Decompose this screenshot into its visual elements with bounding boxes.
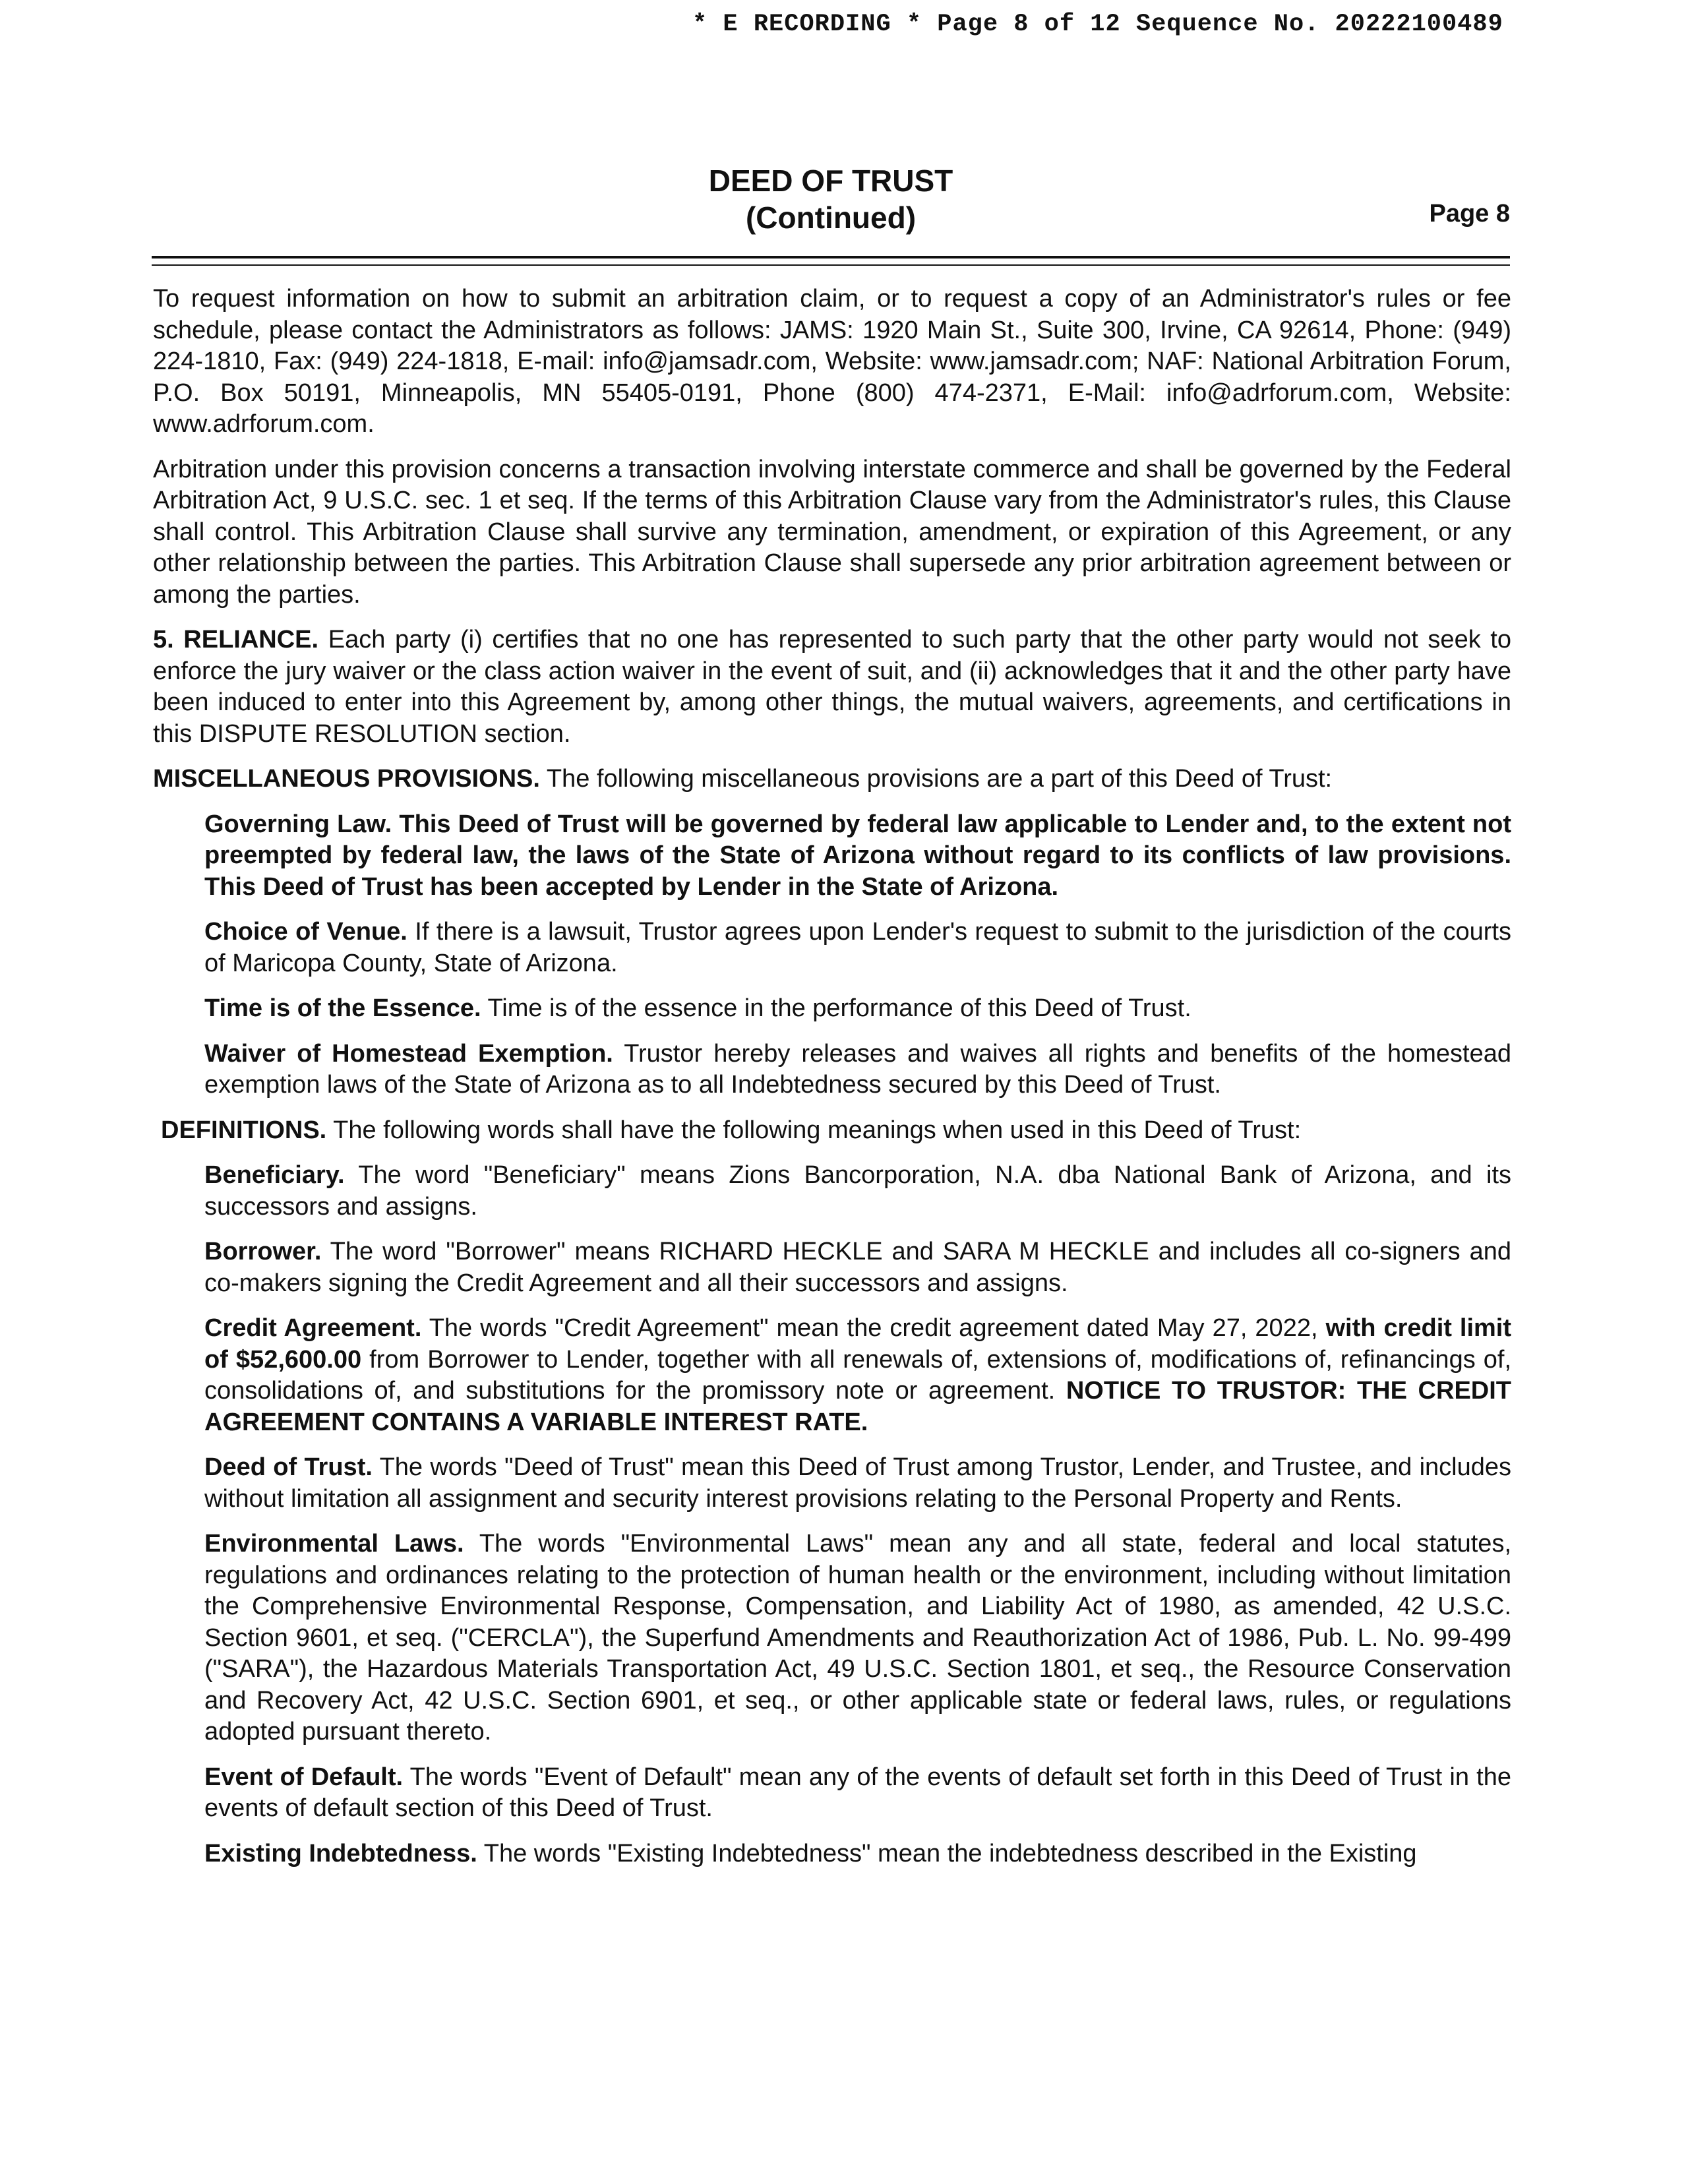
paragraph-arbitration-governance: Arbitration under this provision concerns a transaction involving interstate commerce and shall be governed by the Federal Arbitration Act, 9 U.S.C. sec. 1 et seq. If the terms of this Arbitration Clause vary from the Administrator's rules, this Clause shall control. This Arbitration Clause shall survive any termination, amendment, or expiration of this Agreement, or any other relationship between the parties. This Arbitration Clause shall supersede any prior arbitration agreement between or among the parties.: [153, 455, 1511, 609]
document-title: [646, 162, 1015, 236]
definition-text: The words "Event of Default" mean any of the events of default set forth in this Deed of Trust in the events of default section of this Deed of Trust.: [204, 1763, 1511, 1822]
provision-heading: Governing Law.: [204, 810, 392, 838]
definition-term: Existing Indebtedness.: [204, 1839, 477, 1867]
credit-limit: with credit limit of $52,600.00: [204, 1314, 1512, 1374]
provision-heading: Time is of the Essence.: [204, 994, 481, 1022]
section-definitions: [161, 1115, 1511, 1147]
title-line-2: (Continued): [745, 200, 917, 235]
provision-choice-of-venue: [204, 917, 1511, 979]
definition-text: The word "Beneficiary" means Zions Bancorporation, N.A. dba National Bank of Arizona, and its successors and assigns.: [204, 1161, 1512, 1221]
section-heading: DEFINITIONS.: [161, 1116, 327, 1144]
provision-homestead: [204, 1039, 1511, 1101]
section-text: The following miscellaneous provisions are a part of this Deed of Trust:: [546, 765, 1333, 793]
provision-text: This Deed of Trust will be governed by federal law applicable to Lender and, to the extent not preempted by federal law, the laws of the State of Arizona without regard to its conflicts of law provisions. This Deed of Trust has been accepted by Lender in the State of Arizona.: [204, 810, 1511, 901]
definition-text: The words "Credit Agreement" mean the credit agreement dated May 27, 2022,: [429, 1314, 1318, 1342]
provision-text: Trustor hereby releases and waives all rights and benefits of the homestead exemption laws of the State of Arizona as to all Indebtedness secured by this Deed of Trust.: [204, 1039, 1511, 1099]
definition-term: Deed of Trust.: [204, 1453, 373, 1481]
section-text: Each party (i) certifies that no one has represented to such party that the other party would not seek to enforce the jury waiver or the class action waiver in the event of suit, and (ii) acknowledges that it and the other party have been induced to enter into this Agreement by, among other things, the mutual waivers, agreements, and certifications in this DISPUTE RESOLUTION section.: [153, 626, 1512, 748]
definition-beneficiary: [204, 1160, 1511, 1223]
recording-stamp: * E RECORDING * Page 8 of 12 Sequence No. 20222100489: [692, 11, 1503, 38]
definition-environmental-laws: [204, 1529, 1511, 1748]
section-heading: MISCELLANEOUS PROVISIONS.: [153, 765, 540, 793]
definition-existing-indebtedness: [204, 1838, 1511, 1870]
definition-event-of-default: [204, 1762, 1511, 1825]
provision-heading: Waiver of Homestead Exemption.: [204, 1039, 613, 1068]
document-body: [153, 284, 1511, 1883]
title-line-1: DEED OF TRUST: [708, 164, 953, 198]
definition-text-continued: from Borrower to Lender, together with all renewals of, extensions of, modifications of, refinancings of, consolidations of, and substitutions for the promissory note or agreement.: [204, 1345, 1512, 1405]
definition-text: The word "Borrower" means RICHARD HECKLE and SARA M HECKLE and includes all co-signers and co-makers signing the Credit Agreement and all their successors and assigns.: [204, 1238, 1512, 1297]
definition-term: Credit Agreement.: [204, 1314, 422, 1342]
header-rule-thin: [152, 264, 1510, 266]
definition-term: Borrower.: [204, 1238, 322, 1265]
variable-rate-notice: NOTICE TO TRUSTOR: THE CREDIT AGREEMENT CONTAINS A VARIABLE INTEREST RATE.: [204, 1377, 1512, 1436]
definition-text: The words "Existing Indebtedness" mean the indebtedness described in the Existing: [483, 1839, 1417, 1867]
provision-time-essence: [204, 993, 1511, 1025]
definition-term: Beneficiary.: [204, 1161, 345, 1189]
page-number: Page 8: [1429, 200, 1510, 228]
header-rule-thick: [152, 256, 1510, 258]
section-reliance: [153, 624, 1511, 750]
definition-term: Environmental Laws.: [204, 1530, 464, 1558]
provision-text: If there is a lawsuit, Trustor agrees upon Lender's request to submit to the jurisdiction of the courts of Maricopa County, State of Arizona.: [204, 918, 1512, 977]
provision-heading: Choice of Venue.: [204, 918, 407, 946]
section-miscellaneous: [153, 764, 1511, 795]
definition-term: Event of Default.: [204, 1763, 404, 1791]
definition-text: The words "Environmental Laws" mean any and all state, federal and local statutes, regulations and ordinances relating to the protection of human health or the environment, including without limitation the Comprehensive Environmental Response, Compensation, and Liability Act of 1980, as amended, 42 U.S.C. Section 9601, et seq. ("CERCLA"), the Superfund Amendments and Reauthorization Act of 1986, Pub. L. No. 99-499 ("SARA"), the Hazardous Materials Transportation Act, 49 U.S.C. Section 1801, et seq., the Resource Conservation and Recovery Act, 42 U.S.C. Section 6901, et seq., or other applicable state or federal laws, rules, or regulations adopted pursuant thereto.: [204, 1530, 1512, 1745]
definition-credit-agreement: [204, 1313, 1511, 1438]
definition-borrower: [204, 1236, 1511, 1299]
section-text: The following words shall have the following meanings when used in this Deed of Trust:: [333, 1116, 1302, 1144]
section-heading: 5. RELIANCE.: [153, 626, 319, 653]
provision-text: Time is of the essence in the performance of this Deed of Trust.: [487, 994, 1191, 1022]
paragraph-arbitration-contacts: To request information on how to submit an arbitration claim, or to request a copy of an Administrator's rules or fee schedule, please contact the Administrators as follows: JAMS: 1920 Main St., Suite 300, Irvine, CA 92614, Phone: (949) 224-1810, Fax: (949) 224-1818, E-mail: info@jamsadr.com, Website: www.jamsadr.com; NAF: National Arbitration Forum, P.O. Box 50191, Minneapolis, MN 55405-0191, Phone (800) 474-2371, E-Mail: info@adrforum.com, Website: www.adrforum.com.: [153, 285, 1511, 438]
definition-text: The words "Deed of Trust" mean this Deed of Trust among Trustor, Lender, and Trustee, and includes without limitation all assignment and security interest provisions relating to the Personal Property and Rents.: [204, 1453, 1511, 1513]
provision-governing-law: [204, 809, 1511, 903]
definition-deed-of-trust: [204, 1452, 1511, 1515]
